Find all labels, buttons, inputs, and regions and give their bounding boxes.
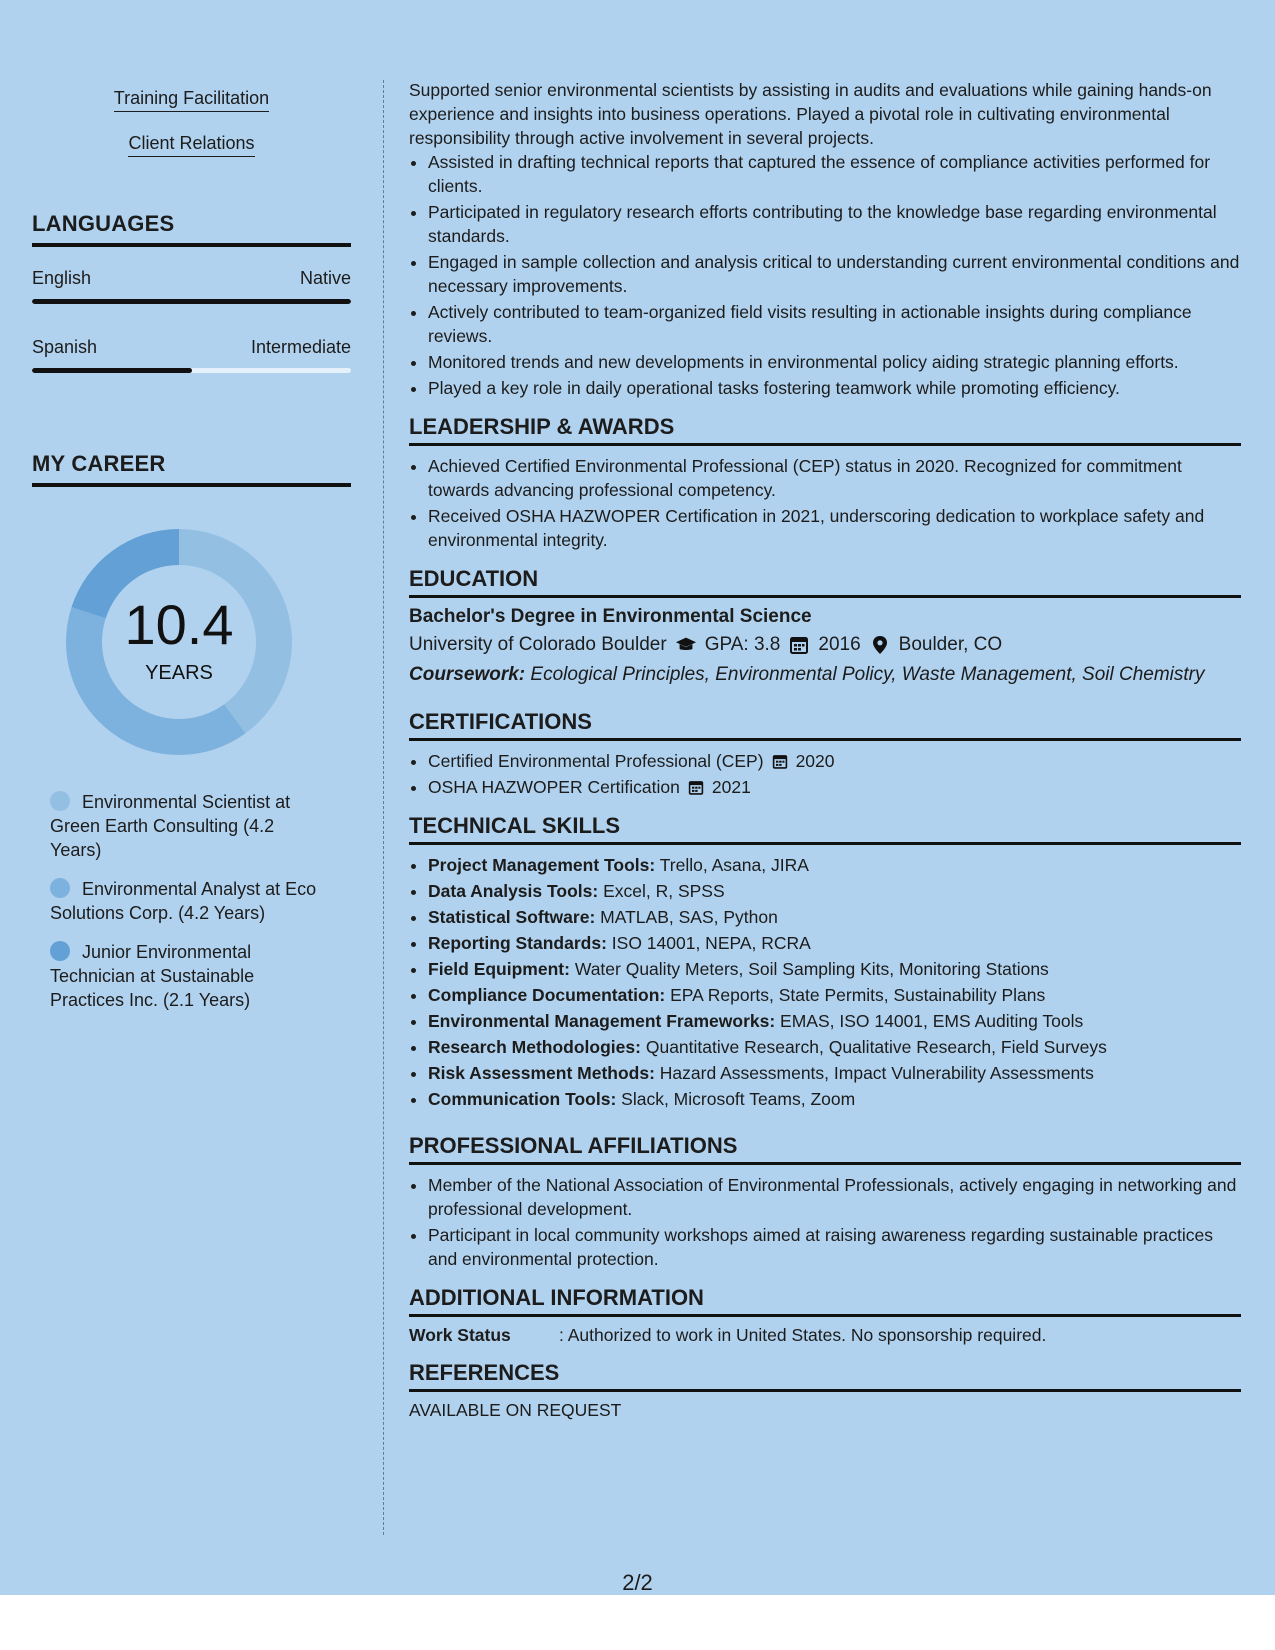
language-bar-spanish bbox=[32, 368, 351, 373]
list-item: • Participated in regulatory research efforts contributing to the knowledge base regarding environmental standards. bbox=[428, 200, 1241, 248]
school-location: Boulder, CO bbox=[898, 634, 1003, 655]
graduation-cap-icon bbox=[675, 635, 697, 655]
legend-dot bbox=[50, 791, 70, 811]
career-heading: MY CAREER bbox=[32, 451, 351, 487]
experience-summary: Supported senior environmental scientists by assisting in audits and evaluations while gaining hands-on experience and insights into business operations. Played a pivotal role in cultivating environmental responsibility through active involvement in several projects. bbox=[409, 80, 1212, 148]
legend-dot bbox=[50, 878, 70, 898]
career-total-unit: YEARS bbox=[145, 662, 213, 684]
language-name: English bbox=[32, 268, 92, 288]
career-legend-item: Environmental Analyst at Eco Solutions Corp. (4.2 Years) bbox=[50, 879, 317, 923]
list-item: • Compliance Documentation: EPA Reports, State Permits, Sustainability Plans bbox=[428, 983, 1241, 1007]
certifications-list bbox=[409, 749, 1241, 799]
list-item: • Member of the National Association of Environmental Professionals, actively engaging in networking and professional development. bbox=[428, 1173, 1241, 1221]
affiliations-heading: PROFESSIONAL AFFILIATIONS bbox=[409, 1133, 1241, 1165]
coursework: Coursework: Ecological Principles, Environmental Policy, Waste Management, Soil Chemistry bbox=[409, 664, 1205, 685]
list-item: • Environmental Management Frameworks: EMAS, ISO 14001, EMS Auditing Tools bbox=[428, 1009, 1241, 1033]
work-status: Work Status : Authorized to work in United States. No sponsorship required. bbox=[409, 1325, 1047, 1345]
skill-tag-training-facilitation: Training Facilitation bbox=[32, 88, 351, 109]
language-row-spanish bbox=[32, 337, 351, 358]
list-item: • OSHA HAZWOPER Certification 2021 bbox=[428, 775, 1241, 799]
list-item: • Actively contributed to team-organized field visits resulting in actionable insights during compliance reviews. bbox=[428, 300, 1241, 348]
career-total-value: 10.4 bbox=[124, 593, 234, 656]
legend-dot bbox=[50, 941, 70, 961]
page-number: 2/2 bbox=[622, 1570, 653, 1595]
affiliations-list bbox=[409, 1173, 1241, 1271]
additional-info-heading: ADDITIONAL INFORMATION bbox=[409, 1285, 1241, 1317]
career-legend-item: Environmental Scientist at Green Earth Consulting (4.2 Years) bbox=[50, 792, 291, 860]
list-item: • Communication Tools: Slack, Microsoft Teams, Zoom bbox=[428, 1087, 1241, 1111]
calendar-icon bbox=[772, 753, 788, 770]
list-item: • Project Management Tools: Trello, Asana, JIRA bbox=[428, 853, 1241, 877]
references-text: AVAILABLE ON REQUEST bbox=[409, 1400, 622, 1420]
experience-bullets bbox=[409, 150, 1241, 400]
list-item: • Risk Assessment Methods: Hazard Assessments, Impact Vulnerability Assessments bbox=[428, 1061, 1241, 1085]
leadership-list bbox=[409, 454, 1241, 552]
list-item: • Data Analysis Tools: Excel, R, SPSS bbox=[428, 879, 1241, 903]
technical-skills-heading: TECHNICAL SKILLS bbox=[409, 813, 1241, 845]
calendar-icon bbox=[688, 779, 704, 796]
list-item: • Assisted in drafting technical reports that captured the essence of compliance activities performed for clients. bbox=[428, 150, 1241, 198]
degree-title: Bachelor's Degree in Environmental Science bbox=[409, 606, 812, 627]
list-item: • Statistical Software: MATLAB, SAS, Python bbox=[428, 905, 1241, 929]
list-item: • Research Methodologies: Quantitative Research, Qualitative Research, Field Surveys bbox=[428, 1035, 1241, 1059]
career-legend-item: Junior Environmental Technician at Sustainable Practices Inc. (2.1 Years) bbox=[50, 942, 255, 1010]
list-item: • Monitored trends and new developments in environmental policy aiding strategic planning efforts. bbox=[428, 350, 1241, 374]
list-item: • Achieved Certified Environmental Professional (CEP) status in 2020. Recognized for commitment towards advancing professional competency. bbox=[428, 454, 1241, 502]
gpa: GPA: 3.8 bbox=[704, 634, 781, 655]
school-name: University of Colorado Boulder bbox=[409, 634, 667, 655]
references-heading: REFERENCES bbox=[409, 1360, 1241, 1392]
graduation-year: 2016 bbox=[818, 634, 861, 655]
list-item: • Field Equipment: Water Quality Meters, Soil Sampling Kits, Monitoring Stations bbox=[428, 957, 1241, 981]
list-item: • Participant in local community workshops aimed at raising awareness regarding sustainable practices and environmental protection. bbox=[428, 1223, 1241, 1271]
calendar-icon bbox=[788, 635, 810, 655]
leadership-heading: LEADERSHIP & AWARDS bbox=[409, 414, 1241, 446]
list-item: • Received OSHA HAZWOPER Certification in 2021, underscoring dedication to workplace safety and environmental integrity. bbox=[428, 504, 1241, 552]
education-meta bbox=[409, 634, 1241, 656]
language-level: Intermediate bbox=[250, 337, 351, 357]
education-heading: EDUCATION bbox=[409, 566, 1241, 598]
list-item: • Played a key role in daily operational tasks fostering teamwork while promoting efficiency. bbox=[428, 376, 1241, 400]
languages-heading: LANGUAGES bbox=[32, 211, 351, 247]
language-bar-english bbox=[32, 299, 351, 304]
language-bar-fill bbox=[32, 368, 192, 373]
language-level: Native bbox=[299, 268, 351, 288]
language-name: Spanish bbox=[32, 337, 98, 357]
language-row-english bbox=[32, 268, 351, 289]
location-pin-icon bbox=[869, 635, 891, 655]
career-donut-chart bbox=[65, 528, 293, 756]
column-divider bbox=[383, 80, 384, 1535]
list-item: • Engaged in sample collection and analysis critical to understanding current environmental conditions and necessary improvements. bbox=[428, 250, 1241, 298]
list-item: • Reporting Standards: ISO 14001, NEPA, RCRA bbox=[428, 931, 1241, 955]
right-column bbox=[409, 78, 1241, 1421]
technical-skills-list bbox=[409, 853, 1241, 1111]
language-bar-fill bbox=[32, 299, 351, 304]
skill-tag-client-relations: Client Relations bbox=[32, 133, 351, 154]
certifications-heading: CERTIFICATIONS bbox=[409, 709, 1241, 741]
list-item: • Certified Environmental Professional (CEP) 2020 bbox=[428, 749, 1241, 773]
